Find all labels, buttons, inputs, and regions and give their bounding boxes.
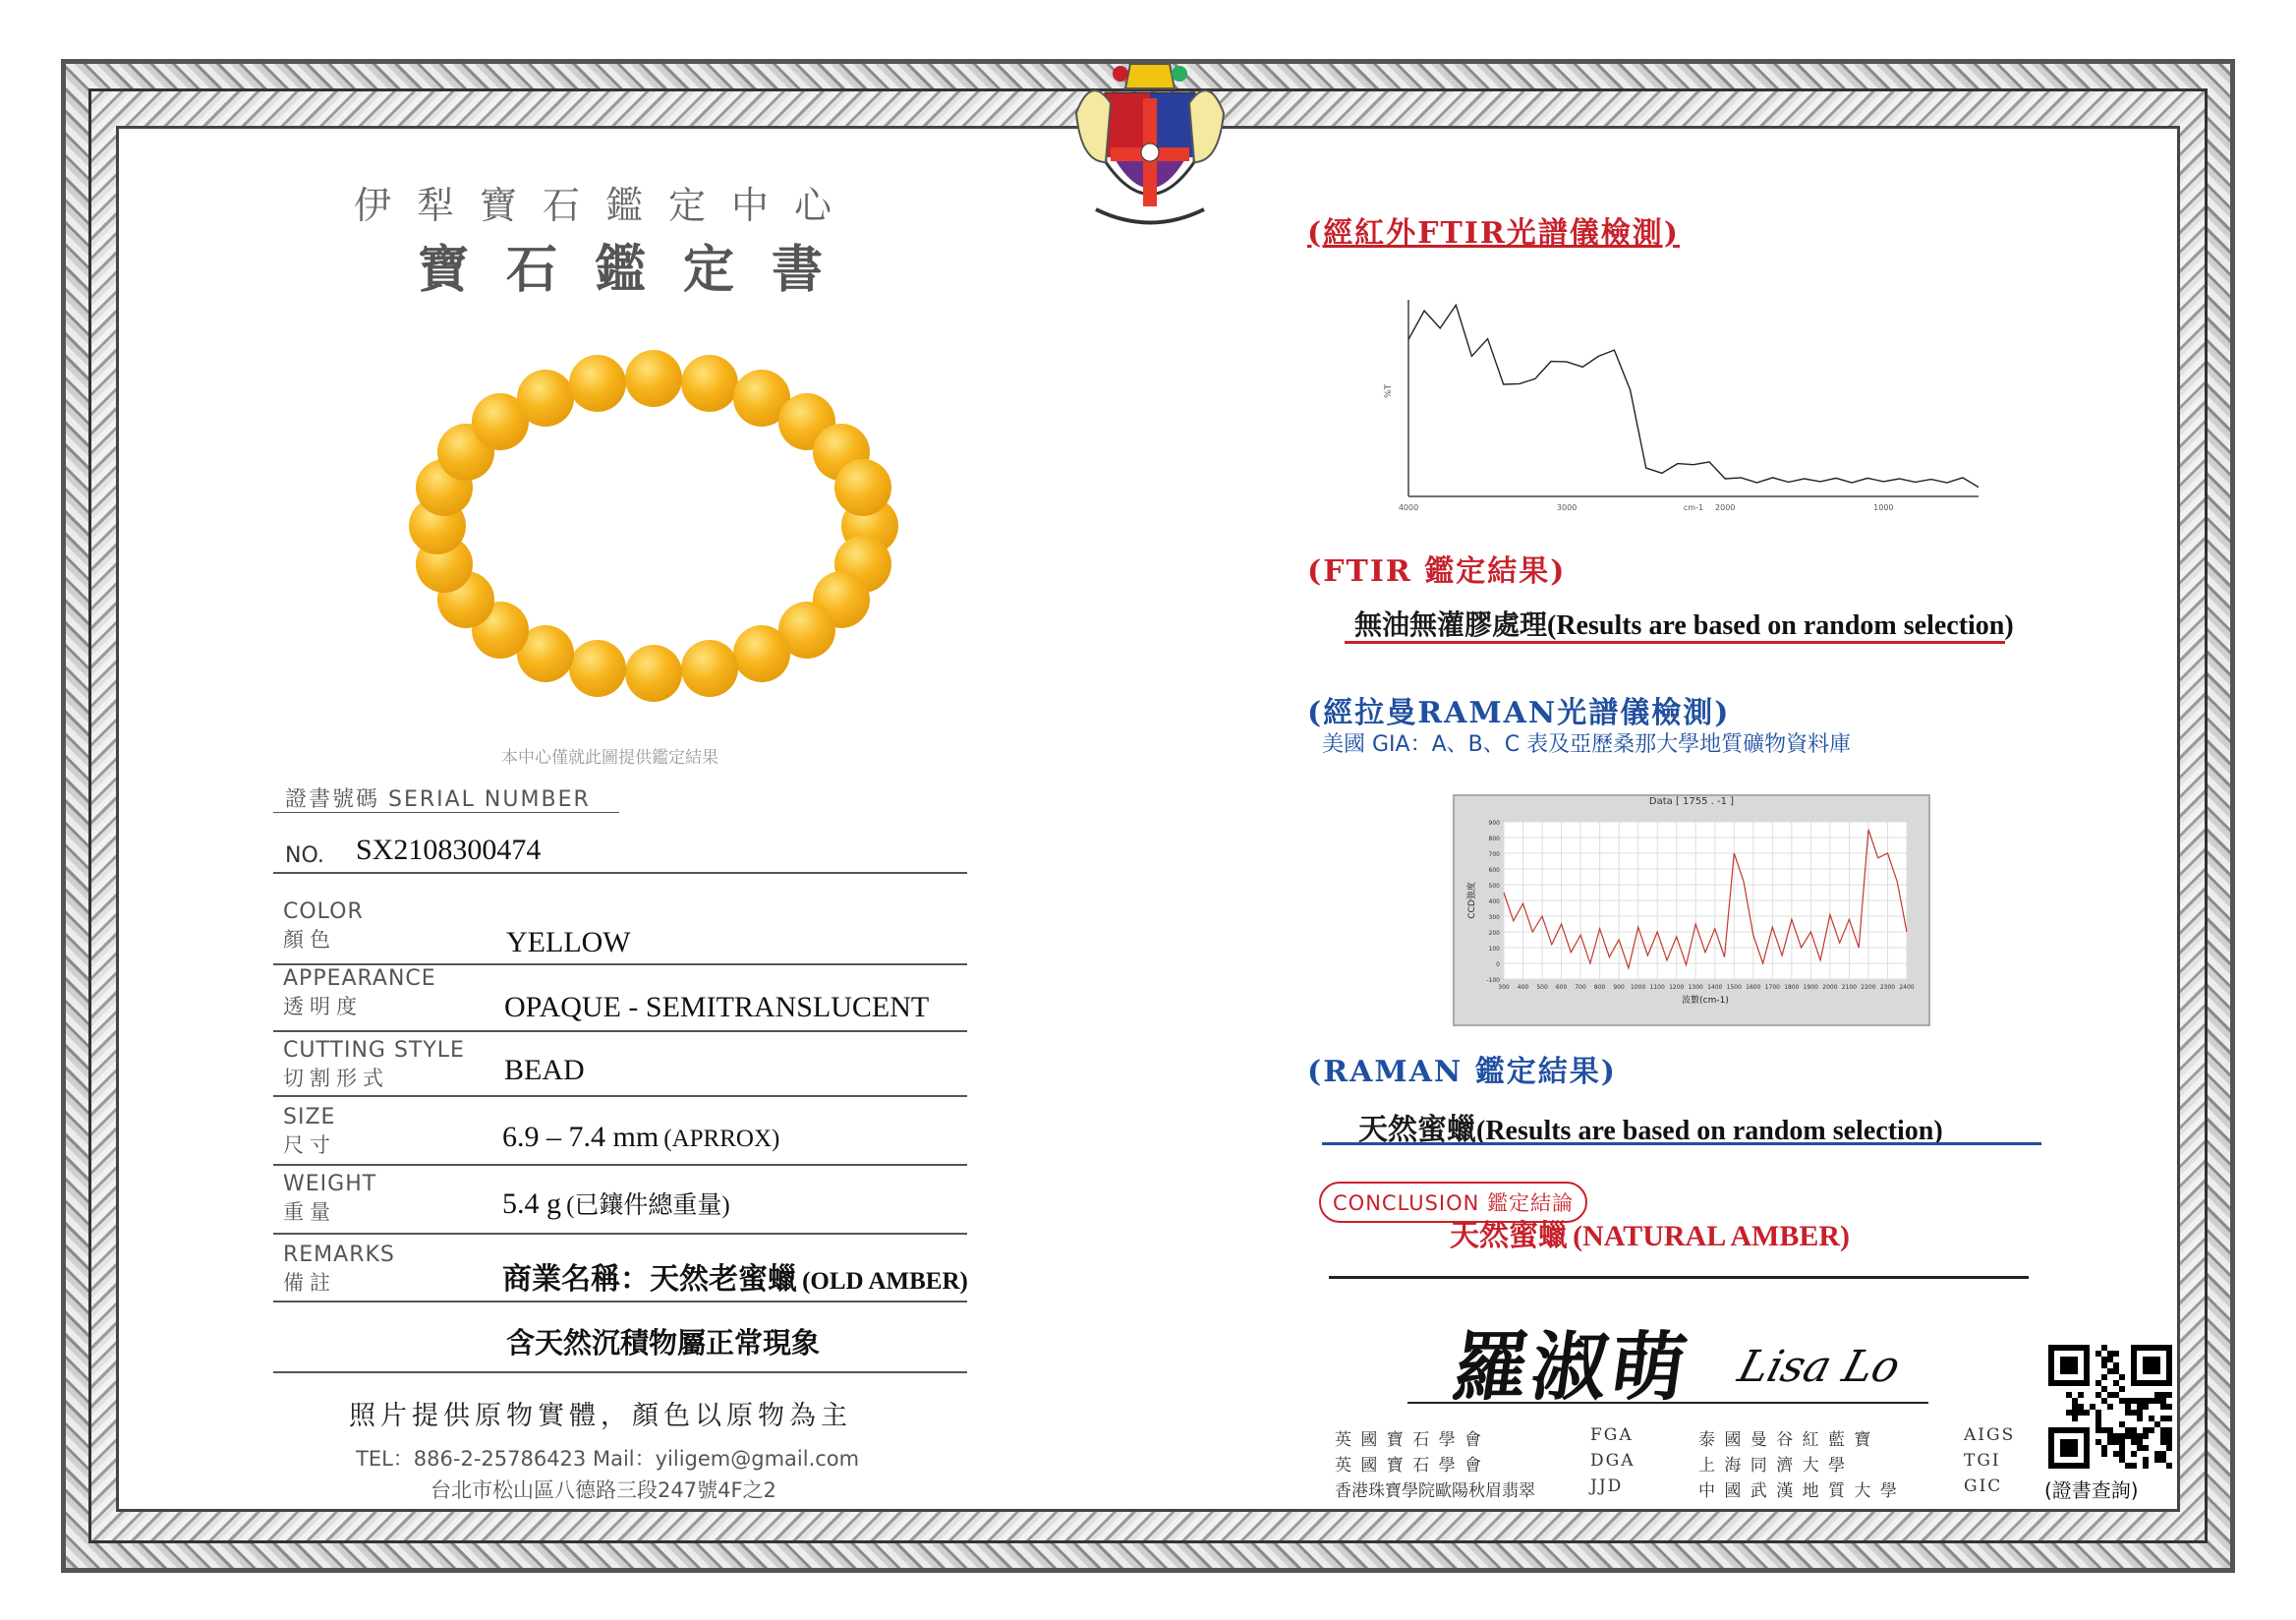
qr-module <box>2143 1404 2149 1410</box>
qr-module <box>2143 1463 2149 1469</box>
raman-title: (經拉曼RAMAN光譜儀檢測) <box>1307 696 1731 730</box>
field-cutting-style <box>283 1038 465 1092</box>
raman-y-tick-label: 700 <box>1488 851 1500 858</box>
field-remarks <box>283 1243 395 1297</box>
amber-bead <box>625 645 682 702</box>
serial-no-label: NO. <box>285 843 324 868</box>
qr-module <box>2107 1404 2113 1410</box>
amber-bead <box>625 350 682 407</box>
raman-chart <box>1455 810 1928 1024</box>
photo-note: 照片提供原物實體，顏色以原物為主 <box>349 1401 852 1431</box>
field-label-zh: 切割形式 <box>283 1067 389 1090</box>
amber-bead <box>681 640 738 697</box>
amber-bead <box>517 370 574 427</box>
ftir-y-label: %T <box>1384 383 1394 398</box>
raman-y-tick-label: 800 <box>1488 836 1500 842</box>
raman-x-tick-label: 2200 <box>1861 984 1876 991</box>
ftir-result <box>1354 604 2014 643</box>
conclusion-label: CONCLUSION 鑑定結論 <box>1319 1182 1587 1223</box>
field-size <box>283 1105 336 1159</box>
crest-logo-icon <box>1066 54 1234 241</box>
ftir-x-label: cm-1 <box>1683 503 1704 512</box>
raman-x-tick-label: 2000 <box>1822 984 1838 991</box>
raman-chart-window <box>1453 794 1930 1026</box>
raman-x-tick-label: 1500 <box>1726 984 1742 991</box>
field-label-en: SIZE <box>283 1105 336 1129</box>
raman-x-tick-label: 1200 <box>1669 984 1685 991</box>
qr-module <box>2101 1374 2107 1380</box>
qr-label: (證書查詢) <box>2044 1478 2139 1502</box>
weight-value: 5.4 g <box>502 1187 561 1220</box>
amber-bead <box>834 459 891 516</box>
qr-finder <box>2060 1357 2078 1374</box>
remarks-line-2: 含天然沉積物屬正常現象 <box>506 1326 821 1360</box>
raman-y-tick-label: 100 <box>1488 946 1500 953</box>
affiliations <box>1335 1425 2033 1502</box>
signature-zh: 羅淑萌 <box>1447 1323 1696 1411</box>
field-label-en: CUTTING STYLE <box>283 1038 465 1063</box>
qr-finder <box>2143 1357 2160 1374</box>
ftir-chart <box>1381 290 1990 526</box>
affiliation-org: 香港珠寶學院歐陽秋眉翡翠 <box>1335 1481 1535 1501</box>
qr-finder <box>2060 1439 2078 1457</box>
raman-database: 美國 GIA：A、B、C 表及亞歷桑那大學地質礦物資料庫 <box>1322 732 1852 757</box>
remarks-value: 商業名稱：天然老蜜蠟 <box>502 1262 797 1297</box>
affiliation-code: AIGS <box>1964 1425 2016 1445</box>
photo-caption: 本中心僅就此圖提供鑑定結果 <box>501 748 718 768</box>
raman-x-tick-label: 800 <box>1593 984 1606 991</box>
ftir-x-tick-label: 3000 <box>1556 503 1578 512</box>
field-label-zh: 重量 <box>283 1200 336 1224</box>
raman-window-title: Data [ 1755 . -1 ] <box>1648 796 1735 807</box>
qr-module <box>2143 1445 2149 1451</box>
conclusion-value <box>1450 1211 1850 1254</box>
raman-y-label: CCD強度 <box>1467 882 1477 919</box>
serial-label: 證書號碼 SERIAL NUMBER <box>285 787 591 812</box>
qr-module <box>2131 1463 2137 1469</box>
affiliation-code: TGI <box>1964 1451 2001 1471</box>
qr-module <box>2101 1451 2107 1457</box>
raman-y-tick-label: 300 <box>1488 914 1500 921</box>
field-label-en: COLOR <box>283 899 364 924</box>
field-label-en: REMARKS <box>283 1243 395 1267</box>
field-label-zh: 備註 <box>283 1271 336 1295</box>
raman-x-tick-label: 1900 <box>1803 984 1819 991</box>
raman-result-zh: 天然蜜蠟 <box>1358 1113 1476 1147</box>
amber-bead <box>569 640 626 697</box>
raman-x-tick-label: 2100 <box>1841 984 1858 991</box>
field-value-cutting-style: BEAD <box>504 1054 585 1086</box>
raman-y-tick-label: 500 <box>1488 883 1500 890</box>
raman-x-tick-label: 2300 <box>1879 984 1896 991</box>
qr-module <box>2119 1386 2125 1392</box>
size-suffix: (APRROX) <box>663 1126 780 1152</box>
amber-bead <box>681 355 738 412</box>
field-value-size <box>502 1121 779 1154</box>
conclusion-value-zh: 天然蜜蠟 <box>1450 1219 1568 1253</box>
qr-module <box>2166 1404 2172 1410</box>
contact-info: TEL：886-2-25786423 Mail：yiligem@gmail.com <box>356 1447 860 1471</box>
ftir-series-line <box>1408 305 1979 487</box>
qr-module <box>2137 1416 2143 1421</box>
field-label-zh: 顏色 <box>283 928 336 952</box>
field-value-color: YELLOW <box>506 926 631 958</box>
ftir-x-tick-label: 4000 <box>1398 503 1419 512</box>
ftir-result-zh: 無油無灌膠處理 <box>1354 608 1548 641</box>
raman-x-tick-label: 300 <box>1498 984 1510 991</box>
raman-x-tick-label: 1300 <box>1688 984 1703 991</box>
field-label-zh: 透明度 <box>283 995 363 1018</box>
affiliation-code: FGA <box>1590 1425 1634 1445</box>
qr-module <box>2131 1451 2137 1457</box>
raman-y-tick-label: 200 <box>1488 930 1500 937</box>
affiliation-org: 英 國 寶 石 學 會 <box>1335 1430 1484 1450</box>
ftir-x-tick-label: 1000 <box>1873 503 1894 512</box>
field-label-zh: 尺寸 <box>283 1133 336 1157</box>
field-weight <box>283 1172 376 1226</box>
field-value-weight <box>502 1186 730 1221</box>
conclusion-value-en: (NATURAL AMBER) <box>1573 1220 1851 1252</box>
ftir-result-en: (Results are based on random selection) <box>1547 610 2014 641</box>
amber-bead <box>733 625 790 682</box>
raman-x-tick-label: 900 <box>1613 984 1625 991</box>
raman-x-tick-label: 600 <box>1555 984 1568 991</box>
signature-en: Lisa Lo <box>1733 1342 1906 1392</box>
ftir-result-title: (FTIR 鑑定結果) <box>1307 554 1567 589</box>
affiliation-row <box>1335 1425 2033 1451</box>
raman-x-tick-label: 500 <box>1536 984 1548 991</box>
raman-x-tick-label: 1600 <box>1746 984 1761 991</box>
bracelet-photo <box>393 339 914 713</box>
raman-x-label: 波數(cm-1) <box>1682 996 1729 1006</box>
raman-y-tick-label: -100 <box>1486 977 1500 984</box>
raman-x-tick-label: 1000 <box>1631 984 1646 991</box>
address: 台北市松山區八德路三段247號4F之2 <box>430 1478 776 1502</box>
ftir-title: (經紅外FTIR光譜儀檢測) <box>1307 216 1680 251</box>
field-label-en: APPEARANCE <box>283 966 436 991</box>
qr-module <box>2078 1392 2084 1398</box>
raman-x-tick-label: 1700 <box>1764 984 1780 991</box>
raman-x-tick-label: 1100 <box>1649 984 1665 991</box>
affiliation-code: GIC <box>1964 1476 2003 1496</box>
serial-number: SX2108300474 <box>356 834 542 866</box>
affiliation-org: 上 海 同 濟 大 學 <box>1698 1456 1848 1475</box>
qr-module <box>2113 1351 2119 1357</box>
affiliation-org: 泰 國 曼 谷 紅 藍 寶 <box>1698 1430 1873 1450</box>
field-appearance <box>283 966 436 1020</box>
qr-module <box>2119 1374 2125 1380</box>
qr-module <box>2166 1463 2172 1469</box>
qr-code-icon[interactable] <box>2048 1345 2172 1469</box>
raman-result-title: (RAMAN 鑑定結果) <box>1307 1055 1617 1089</box>
ftir-x-tick-label: 2000 <box>1715 503 1736 512</box>
raman-y-tick-label: 600 <box>1488 867 1500 874</box>
raman-x-tick-label: 1800 <box>1784 984 1800 991</box>
field-color <box>283 899 364 954</box>
raman-x-tick-label: 400 <box>1517 984 1529 991</box>
qr-module <box>2149 1427 2154 1433</box>
affiliation-org: 英 國 寶 石 學 會 <box>1335 1456 1484 1475</box>
raman-x-tick-label: 1400 <box>1707 984 1723 991</box>
field-value-remarks <box>502 1254 968 1298</box>
field-value-appearance: OPAQUE - SEMITRANSLUCENT <box>504 991 930 1023</box>
affiliation-code: DGA <box>1590 1451 1636 1471</box>
qr-module <box>2166 1416 2172 1421</box>
affiliation-code: JJD <box>1590 1476 1624 1496</box>
document-title: 寶石鑑定書 <box>418 240 861 300</box>
affiliation-row <box>1335 1476 2033 1502</box>
amber-bead <box>569 355 626 412</box>
size-value: 6.9 – 7.4 mm <box>502 1121 660 1153</box>
center-name: 伊犁寶石鑑定中心 <box>354 184 858 227</box>
raman-result-en: (Results are based on random selection) <box>1476 1116 1943 1146</box>
qr-module <box>2166 1445 2172 1451</box>
field-label-en: WEIGHT <box>283 1172 377 1196</box>
raman-y-tick-label: 900 <box>1488 820 1500 827</box>
raman-x-tick-label: 700 <box>1575 984 1586 991</box>
qr-module <box>2084 1410 2090 1416</box>
raman-y-tick-label: 400 <box>1488 898 1500 905</box>
raman-y-tick-label: 0 <box>1496 961 1500 968</box>
raman-x-tick-label: 2400 <box>1899 984 1915 991</box>
qr-module <box>2166 1392 2172 1398</box>
remarks-suffix: (OLD AMBER) <box>802 1268 968 1295</box>
qr-module <box>2072 1416 2078 1421</box>
weight-suffix: (已鑲件總重量) <box>566 1192 730 1219</box>
qr-module <box>2143 1433 2149 1439</box>
affiliation-row <box>1335 1451 2033 1476</box>
affiliation-org: 中 國 武 漢 地 質 大 學 <box>1698 1481 1899 1501</box>
